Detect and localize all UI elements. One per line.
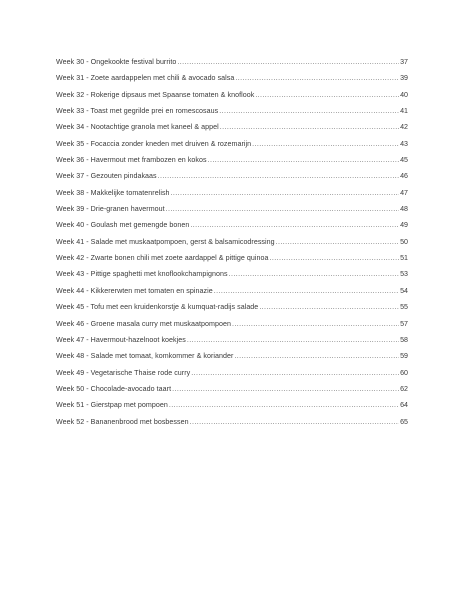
toc-entry-title: Week 41 - Salade met muskaatpompoen, gerst & balsamicodressing — [56, 237, 275, 246]
toc-entry-title: Week 35 - Focaccia zonder kneden met druiven & rozemarijn — [56, 139, 252, 148]
toc-dot-leader — [187, 332, 399, 348]
toc-entry-title: Week 52 - Bananenbrood met bosbessen — [56, 417, 189, 426]
toc-entry-title: Week 30 - Ongekookte festival burrito — [56, 58, 177, 66]
toc-dot-leader — [172, 381, 399, 397]
toc-entry-title: Week 33 - Toast met gegrilde prei en romescosaus — [56, 107, 219, 116]
toc-entry-title: Week 47 - Havermout-hazelnoot koekjes — [56, 335, 186, 344]
toc-page-number: 47 — [400, 188, 408, 197]
toc-entry-week-41[interactable] — [56, 234, 408, 250]
toc-dot-leader — [169, 397, 399, 413]
toc-entry-title: Week 42 - Zwarte bonen chili met zoete aardappel & pittige quinoa — [56, 254, 269, 263]
toc-dot-leader — [255, 87, 399, 103]
toc-entry-week-33[interactable] — [56, 103, 408, 119]
toc-entry-week-52[interactable] — [56, 414, 408, 430]
toc-entry-title: Week 32 - Rokerige dipsaus met Spaanse tomaten & knoflook — [56, 90, 255, 99]
toc-entry-week-30[interactable] — [56, 54, 408, 70]
toc-entry-title: Week 31 - Zoete aardappelen met chili & avocado salsa — [56, 74, 235, 83]
toc-entry-week-50[interactable] — [56, 381, 408, 397]
toc-entry-week-43[interactable] — [56, 266, 408, 282]
toc-page-number: 59 — [400, 352, 408, 361]
toc-page-number: 42 — [400, 123, 408, 132]
toc-dot-leader — [214, 283, 399, 299]
toc-page-number: 62 — [400, 384, 408, 393]
toc-entry-title: Week 40 - Goulash met gemengde bonen — [56, 221, 190, 230]
toc-entry-title: Week 39 - Drie-granen havermout — [56, 205, 165, 214]
toc-page-number: 48 — [400, 205, 408, 214]
toc-entry-week-48[interactable] — [56, 348, 408, 364]
toc-page-number: 43 — [400, 139, 408, 148]
toc-page-number: 40 — [400, 90, 408, 99]
toc-dot-leader — [208, 152, 400, 168]
toc-entry-title: Week 34 - Nootachtige granola met kaneel & appel — [56, 123, 219, 132]
toc-page-number: 55 — [400, 303, 408, 312]
toc-entry-week-32[interactable] — [56, 87, 408, 103]
toc-dot-leader — [171, 185, 400, 201]
toc-entry-week-38[interactable] — [56, 185, 408, 201]
toc-entry-title: Week 37 - Gezouten pindakaas — [56, 172, 157, 181]
toc-entry-week-31[interactable] — [56, 70, 408, 86]
toc-dot-leader — [166, 201, 399, 217]
toc-entry-week-39[interactable] — [56, 201, 408, 217]
toc-dot-leader — [234, 348, 399, 364]
toc-dot-leader — [158, 168, 399, 184]
toc-entry-week-37[interactable] — [56, 168, 408, 184]
toc-dot-leader — [220, 119, 399, 135]
toc-entry-week-47[interactable] — [56, 332, 408, 348]
toc-page-number: 60 — [400, 368, 408, 377]
toc-dot-leader — [191, 365, 399, 381]
toc-entry-week-51[interactable] — [56, 397, 408, 413]
toc-page-number: 65 — [400, 417, 408, 426]
toc-entry-week-44[interactable] — [56, 283, 408, 299]
toc-entry-title: Week 46 - Groene masala curry met muskaatpompoen — [56, 319, 231, 328]
toc-entry-week-36[interactable] — [56, 152, 408, 168]
toc-entry-title: Week 36 - Havermout met frambozen en kokos — [56, 156, 207, 165]
table-of-contents — [56, 54, 408, 430]
toc-page-number: 45 — [400, 156, 408, 165]
toc-dot-leader — [270, 250, 400, 266]
toc-page-number: 37 — [400, 58, 408, 66]
toc-page-number: 41 — [400, 107, 408, 116]
toc-dot-leader — [177, 54, 399, 70]
toc-entry-title: Week 45 - Tofu met een kruidenkorstje & kumquat-radijs salade — [56, 303, 259, 312]
toc-entry-week-49[interactable] — [56, 365, 408, 381]
toc-page-number: 51 — [400, 254, 408, 263]
toc-entry-week-46[interactable] — [56, 316, 408, 332]
toc-entry-week-35[interactable] — [56, 136, 408, 152]
toc-dot-leader — [229, 266, 400, 282]
toc-dot-leader — [219, 103, 399, 119]
toc-page-number: 39 — [400, 74, 408, 83]
toc-dot-leader — [232, 316, 399, 332]
toc-entry-title: Week 51 - Gierstpap met pompoen — [56, 401, 168, 410]
toc-entry-title: Week 44 - Kikkererwten met tomaten en spinazie — [56, 286, 213, 295]
toc-entry-week-45[interactable] — [56, 299, 408, 315]
toc-page-number: 54 — [400, 286, 408, 295]
toc-page-number: 57 — [400, 319, 408, 328]
toc-page-number: 50 — [400, 237, 408, 246]
toc-entry-week-34[interactable] — [56, 119, 408, 135]
toc-dot-leader — [276, 234, 399, 250]
toc-page-number: 64 — [400, 401, 408, 410]
toc-entry-week-42[interactable] — [56, 250, 408, 266]
toc-page-number: 49 — [400, 221, 408, 230]
toc-page-number: 46 — [400, 172, 408, 181]
toc-page-number: 53 — [400, 270, 408, 279]
toc-entry-title: Week 43 - Pittige spaghetti met knoflookchampignons — [56, 270, 228, 279]
toc-dot-leader — [235, 70, 399, 86]
toc-page-number: 58 — [400, 335, 408, 344]
toc-entry-title: Week 49 - Vegetarische Thaise rode curry — [56, 368, 191, 377]
toc-entry-title: Week 48 - Salade met tomaat, komkommer & koriander — [56, 352, 234, 361]
toc-entry-title: Week 50 - Chocolade-avocado taart — [56, 384, 172, 393]
toc-dot-leader — [190, 414, 400, 430]
toc-dot-leader — [190, 217, 399, 233]
toc-dot-leader — [259, 299, 399, 315]
toc-dot-leader — [252, 136, 399, 152]
toc-entry-week-40[interactable] — [56, 217, 408, 233]
toc-entry-title: Week 38 - Makkelijke tomatenrelish — [56, 188, 170, 197]
